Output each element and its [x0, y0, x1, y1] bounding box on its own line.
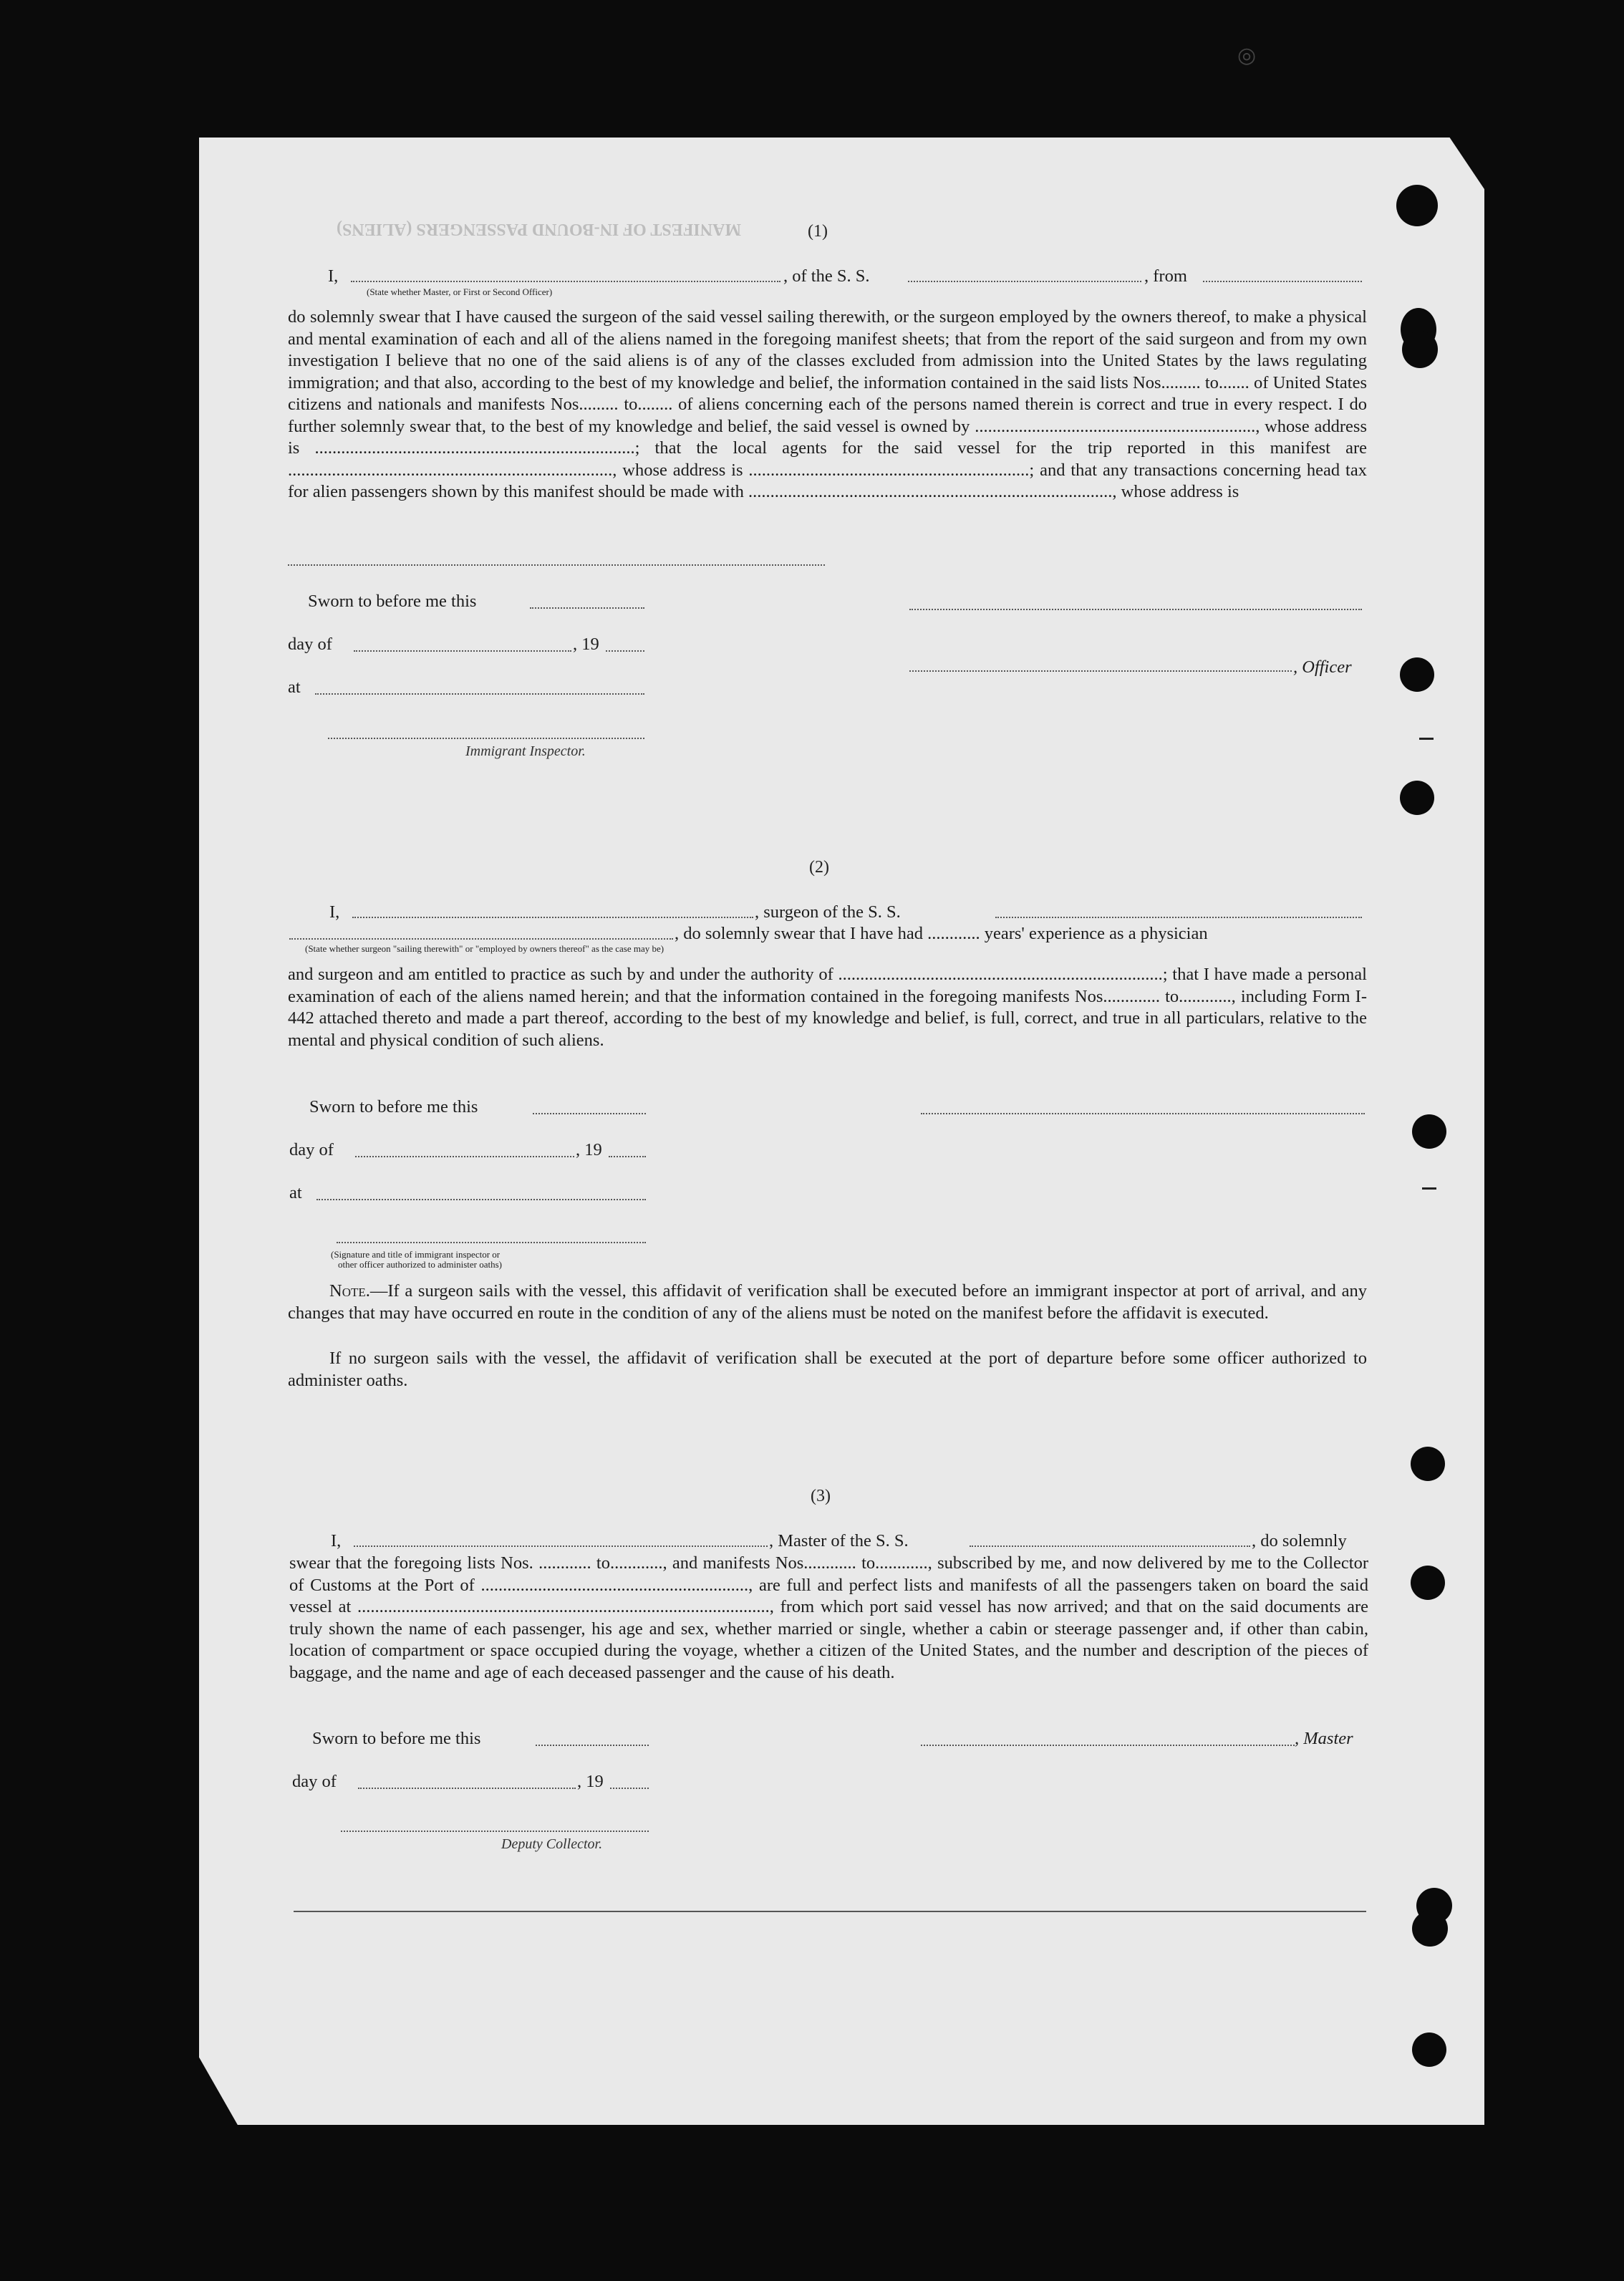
day-of-label-3: day of [292, 1772, 337, 1791]
punch-hole [1411, 1447, 1445, 1481]
from-label: , from [1144, 266, 1187, 286]
sworn-day-field-3[interactable] [536, 1745, 649, 1746]
at-place-field[interactable] [315, 693, 644, 695]
month-field-3[interactable] [358, 1788, 576, 1789]
note-paragraph-2: If no surgeon sails with the vessel, the affidavit of verification shall be executed at the port of departure before some officer authorized to administer oaths. [288, 1349, 1367, 1390]
master-vessel-field[interactable] [970, 1545, 1250, 1547]
note-label: Note. [329, 1281, 370, 1301]
officer-rank-field[interactable] [351, 281, 780, 282]
year-field[interactable] [606, 650, 644, 652]
edge-mark [1422, 1187, 1436, 1190]
note-body: —If a surgeon sails with the vessel, this affidavit of verification shall be executed before an immigrant inspector at port of arrival, and any changes that may have occurred en route in the condition of any of the aliens must be noted on the manifest before the affidavit is executed. [288, 1281, 1367, 1323]
sig-note-2: other officer authorized to administer oaths) [338, 1259, 502, 1270]
month-field[interactable] [354, 650, 571, 652]
sworn-day-field[interactable] [530, 607, 644, 609]
at-place-field-2[interactable] [316, 1199, 646, 1200]
surgeon-signature-field[interactable] [921, 1113, 1365, 1114]
section-2-oath-text: and surgeon and am entitled to practice as such by and under the authority of ..........................................................................; that I have made a personal examination of each of the aliens named herein; and that the information contained in the foregoing manifests Nos............. to............, including Form I-442 attached thereto and made a part thereof, according to the best of my knowledge and belief, is full, correct, and true in all particulars, relative to the mental and physical condition of such aliens. [288, 965, 1367, 1050]
year-field-2[interactable] [609, 1156, 646, 1157]
edge-mark [1419, 738, 1434, 740]
section-2-i: I, [329, 902, 340, 922]
sworn-label-2: Sworn to before me this [309, 1097, 478, 1117]
punch-hole [1412, 2032, 1446, 2067]
day-of-label: day of [288, 635, 332, 654]
year-label-3: , 19 [577, 1772, 604, 1791]
inspector-signature-field[interactable] [328, 738, 644, 739]
section-1-oath-text: do solemnly swear that I have caused the surgeon of the said vessel sailing therewith, or the surgeon employed by the owners thereof, to make a physical and mental examination of each and all of the aliens named in the foregoing manifest sheets; that from the report of the said surgeon and from my own investigation I believe that no one of the said aliens is of any of the classes excluded from admission into the United States by the laws regulating immigration; and that also, according to the best of my knowledge and belief, the information contained in the said lists Nos......... to....... of United States citizens and nationals and manifests Nos......... to........ of aliens concerning each of the persons named therein is correct and true in every respect. I do further solemnly swear that, to the best of my knowledge and belief, the said vessel is owned by ................................................................, whose address is .........................................................................; that the local agents for the said vessel for the trip reported in this manifest are .........................................................................., whose address is ................................................................; and that any transactions concerning head tax for alien passengers shown by this manifest should be made with ..................................................................................., whose address is [288, 307, 1367, 501]
sworn-day-field-2[interactable] [533, 1113, 646, 1114]
punch-hole [1402, 331, 1438, 368]
solemnly-label: , do solemnly [1252, 1531, 1347, 1551]
year-label-2: , 19 [576, 1140, 602, 1159]
punch-hole [1412, 1911, 1448, 1947]
section-3-i: I, [331, 1531, 342, 1551]
scan-mark: ◎ [1237, 44, 1257, 67]
section-1-i: I, [328, 266, 339, 286]
at-label-2: at [289, 1183, 302, 1202]
punch-hole [1400, 781, 1434, 815]
head-tax-address-field[interactable] [288, 564, 825, 566]
note-paragraph [288, 1281, 1367, 1324]
bottom-rule [294, 1911, 1366, 1912]
year-label: , 19 [573, 635, 599, 654]
vessel-name-field[interactable] [908, 281, 1141, 282]
year-field-3[interactable] [610, 1788, 649, 1789]
officer-label: , Officer [1293, 657, 1352, 677]
master-of-label: , Master of the S. S. [769, 1531, 909, 1551]
officer-rank-note: (State whether Master, or First or Second Officer) [367, 286, 553, 297]
surgeon-of-label: , surgeon of the S. S. [755, 902, 901, 922]
inspector-signature-field-2[interactable] [337, 1242, 646, 1243]
sworn-label: Sworn to before me this [308, 592, 477, 611]
sworn-label-3: Sworn to before me this [312, 1729, 481, 1748]
deputy-label: Deputy Collector. [501, 1836, 603, 1852]
day-of-label-2: day of [289, 1140, 334, 1159]
section-1-number: (1) [808, 222, 828, 241]
surgeon-status-note: (State whether surgeon "sailing therewith" or "employed by owners thereof" as the case may be) [305, 943, 664, 954]
experience-line: , do solemnly swear that I have had ............ years' experience as a physician [675, 924, 1208, 943]
master-signature-field[interactable] [921, 1745, 1295, 1746]
punch-hole [1396, 185, 1438, 226]
of-ss-label: , of the S. S. [783, 266, 870, 286]
bleed-through-text: MANIFEST OF IN-BOUND PASSENGERS (ALIENS) [337, 220, 741, 238]
officer-title-field[interactable] [909, 670, 1292, 672]
master-label: , Master [1295, 1729, 1353, 1748]
section-3-number: (3) [811, 1487, 831, 1505]
from-port-field[interactable] [1203, 281, 1362, 282]
surgeon-name-field[interactable] [352, 917, 753, 918]
punch-hole [1400, 657, 1434, 692]
section-2-number: (2) [809, 858, 829, 877]
deputy-signature-field[interactable] [341, 1831, 649, 1832]
punch-hole [1412, 1114, 1446, 1149]
master-name-field[interactable] [354, 1545, 768, 1547]
surgeon-status-field[interactable] [289, 938, 673, 940]
punch-hole [1411, 1566, 1445, 1600]
sig-note-1: (Signature and title of immigrant inspector or [331, 1249, 501, 1260]
inspector-label: Immigrant Inspector. [465, 743, 586, 759]
at-label: at [288, 677, 301, 697]
officer-signature-field[interactable] [909, 609, 1362, 610]
section-3-oath-text: swear that the foregoing lists Nos. ............ to............, and manifests Nos............ to............, subscribed by me, and now delivered by me to the Collector of Customs at the Port of ............................................................., are full and perfect lists and manifests of all the passengers taken on board the said vessel at .............................................................................................., from which port said vessel has now arrived; and that on the said documents are truly shown the name of each passenger, his age and sex, whether married or single, whether a cabin or steerage passenger and, if other than cabin, location of compartment or space occupied during the voyage, whether a citizen of the United States, and the number and description of the pieces of baggage, and the name and age of each deceased passenger and the cause of his death. [289, 1553, 1368, 1682]
month-field-2[interactable] [355, 1156, 574, 1157]
surgeon-vessel-field[interactable] [995, 917, 1362, 918]
